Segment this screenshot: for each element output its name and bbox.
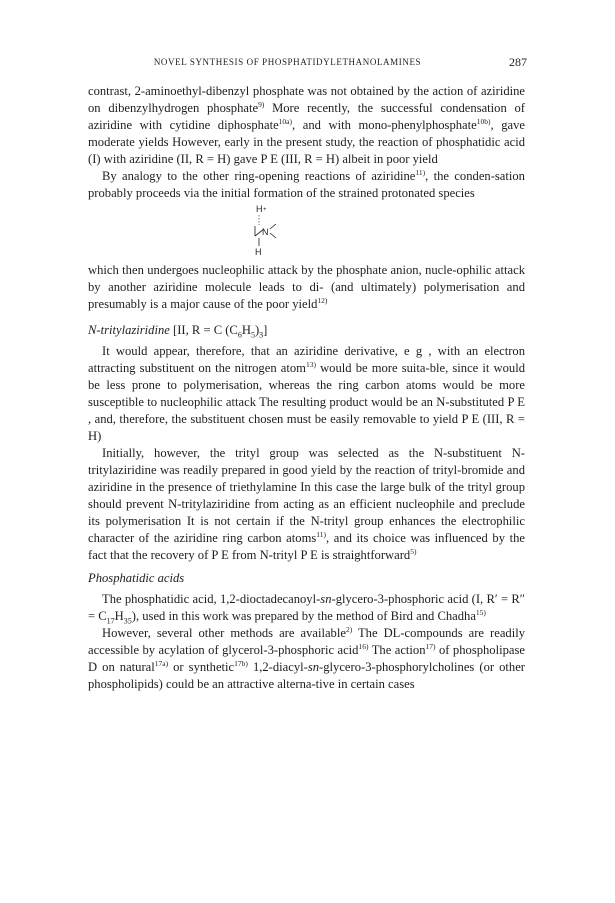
reference-mark: 13) [305, 359, 316, 369]
text-run: which then undergoes nucleophilic attack by the phosphate anion, nucle-ophilic attack by another aziridine molecule leads to di- (and ultimately) polymerisation and presumably is a major cause of the poor yield [88, 263, 525, 311]
text-run: 1,2-diacyl- [247, 660, 308, 674]
structure-drawing [238, 202, 318, 262]
structure-h-top: H [256, 204, 263, 214]
text-run: -glycero-3-phosphoric acid (I, R′ = R″ = C [88, 592, 525, 623]
protonated-aziridine-structure [88, 202, 525, 262]
reference-mark: 17) [425, 641, 436, 651]
text-run: Initially, however, the trityl group was selected as the N-substituent N-tritylaziridine was readily prepared in good yield by the reaction of trityl-bromide and aziridine in the presence of triethylamine In this case the large bulk of the trityl group should prevent N-tritylaziridine from acting as an efficient nucleophile and preclude its polymerisation It is not certain if the N-trityl group enhances the electrophilic character of the aziridine ring carbon atoms [88, 446, 525, 545]
page-number: 287 [509, 55, 527, 69]
reference-mark: 10a) [278, 116, 292, 126]
structure-bond [270, 224, 276, 229]
text-run: contrast, 2-aminoethyl-dibenzyl phosphate was not obtained by the action of aziridine on dibenzylhydrogen phosphate [88, 84, 525, 115]
text-run: It would appear, therefore, that an aziridine derivative, e g , with an electron attracting substituent on the nitrogen atom [88, 344, 525, 375]
paragraph-5 [88, 445, 525, 564]
structure-h-bottom: H [255, 247, 262, 257]
section-title: N-tritylaziridine [88, 323, 170, 337]
italic-run: sn [320, 592, 332, 606]
paragraph-3 [88, 262, 525, 313]
formula-part: [II, R = C (C [173, 323, 238, 337]
running-title: NOVEL SYNTHESIS OF PHOSPHATIDYLETHANOLAMINES [153, 57, 422, 67]
text-run: By analogy to the other ring-opening reactions of aziridine [102, 169, 416, 183]
text-run: More recently, the successful condensation of aziridine with cytidine diphosphate [88, 101, 526, 132]
reference-mark: 16) [358, 641, 369, 651]
formula-subscript: 3 [259, 330, 264, 340]
section-heading-tritylaziridine [88, 322, 525, 339]
reference-mark: 10b) [476, 116, 491, 126]
text-run: ), used in this work was prepared by the method of Bird and Chadha [131, 609, 476, 623]
section-formula [173, 323, 268, 340]
text-run: The phosphatidic acid, 1,2-dioctadecanoyl- [102, 592, 321, 606]
text-run: , the conden-sation probably proceeds via the initial formation of the strained protonated species [88, 169, 525, 200]
paragraph-2 [88, 168, 525, 202]
italic-run: sn [307, 660, 320, 674]
text-run: , and with mono-phenylphosphate [291, 118, 477, 132]
formula-subscript: 5 [250, 330, 255, 340]
formula-part: ) [254, 323, 260, 337]
reference-mark: 5) [410, 546, 417, 556]
paragraph-1 [88, 83, 525, 168]
running-header [88, 54, 527, 70]
structure-bond [270, 233, 276, 238]
reference-mark: 12) [317, 295, 328, 305]
text-run: , gave moderate yields However, early in the present study, the reaction of phosphatidic acid (I) with aziridine (II, R = H) gave P E (III, R = H) albeit in poor yield [88, 118, 525, 166]
reference-mark: 2) [345, 624, 353, 634]
text-run: The DL-compounds are readily accessible by acylation of glycerol-3-phosphoric acid [88, 626, 525, 657]
reference-mark: 17a) [154, 658, 169, 668]
structure-n: N [262, 227, 269, 237]
formula-part: H [241, 323, 251, 337]
reference-mark: 11) [415, 167, 426, 177]
reference-mark: 9) [258, 99, 265, 109]
text-run: However, several other methods are available [102, 626, 346, 640]
formula-subscript: 17 [106, 616, 115, 626]
reference-mark: 11) [316, 529, 327, 539]
text-run: , and its choice was influenced by the fact that the recovery of P E from N-trityl P E is straightforward [88, 531, 525, 562]
formula-subscript: 35 [123, 616, 132, 626]
text-run: would be more suita-ble, since it would be less prone to polymerisation, whereas the ring carbon atoms would be more susceptible to nucleophilic attack The resulting product would be an N-substituted P E , and, therefore, the substituent chosen must be easily removable to yield P E (III, R = H) [88, 361, 525, 443]
body-text [88, 83, 525, 693]
section-heading-phosphatidic-acids: Phosphatidic acids [88, 571, 185, 585]
paragraph-7 [88, 625, 525, 693]
reference-mark: 15) [475, 607, 486, 617]
structure-charge: + [263, 207, 267, 213]
text-run: of phospholipase D on natural [88, 643, 525, 674]
paragraph-6 [88, 591, 525, 625]
reference-mark: 17b) [234, 658, 248, 668]
formula-subscript: 6 [237, 330, 242, 340]
text-run: The action [368, 643, 426, 657]
text-run: H [114, 609, 124, 623]
text-run: or synthetic [168, 660, 235, 674]
text-run: -glycero-3-phosphorylcholines (or other phospholipids) could be an attractive alterna-tive in certain cases [88, 660, 525, 691]
paragraph-4 [88, 343, 525, 445]
formula-part: ] [263, 323, 268, 337]
